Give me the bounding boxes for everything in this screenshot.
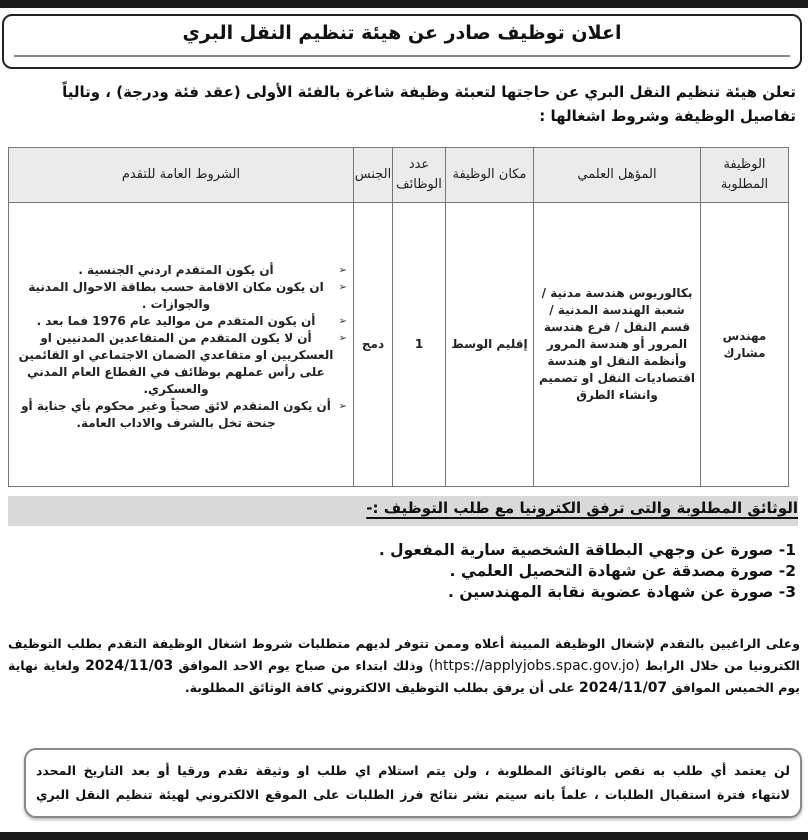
document-item: 2- صورة مصدقة عن شهادة التحصيل العلمي .	[449, 562, 796, 580]
cell-location: إقليم الوسط	[446, 203, 534, 487]
required-documents-heading: الوثائق المطلوبة والتى ترفق الكترونيا مع طلب التوظيف :-	[366, 499, 798, 517]
notice-line-1: لن يعتمد أي طلب به نقص بالوثائق المطلوبة ، ولن يتم استلام اي طلب او وثيقة تقدم ورقيا أو بعد التاريخ المحدد	[36, 763, 790, 778]
cell-gender: دمج	[354, 203, 393, 487]
condition-item: ➢ أن يكون المتقدم من مواليد عام 1976 فما بعد .	[36, 313, 347, 328]
cell-count: 1	[393, 203, 446, 487]
application-text-4: على أن يرفق بطلب التوظيف الالكتروني كافة الوثائق المطلوبة.	[184, 680, 575, 695]
announcement-title-box	[2, 14, 802, 69]
start-date: 2024/11/03	[85, 658, 174, 674]
application-text-3: ولغاية نهاية يوم الخميس الموافق	[8, 658, 800, 695]
job-table	[8, 147, 789, 487]
application-instructions	[8, 633, 800, 699]
intro-paragraph: تعلن هيئة تنظيم النقل البري عن حاجتها لتعبئة وظيفة شاغرة بالفئة الأولى (عقد فئة ودرجة) ، وتالياً تفاصيل الوظيفة وشروط اشغالها :	[62, 83, 796, 125]
required-documents-heading-bar	[8, 496, 798, 526]
arrow-bullet-icon: ➢	[338, 400, 347, 412]
table-row	[9, 203, 789, 487]
application-text-2: وذلك ابتداء من صباح يوم الاحد الموافق	[178, 658, 424, 673]
title-underline	[14, 55, 790, 57]
notice-line-2: لانتهاء فترة استقبال الطلبات ، علماً بانه سيتم نشر نتائج فرز الطلبات على الموقع الالكتروني لهيئة تنظيم النقل البري	[36, 787, 790, 802]
arrow-bullet-icon: ➢	[338, 264, 347, 276]
condition-item: ➢ أن يكون المتقدم لائق صحياً وغير محكوم بأي جناية أو جنحة تخل بالشرف والاداب العامة.	[21, 398, 347, 430]
header-location: مكان الوظيفة	[446, 148, 534, 203]
header-gender: الجنس	[354, 148, 393, 203]
cell-conditions	[9, 203, 354, 487]
document-item: 3- صورة عن شهادة عضوية نقابة المهندسين .	[448, 583, 796, 601]
top-border-bar	[0, 0, 808, 8]
arrow-bullet-icon: ➢	[338, 315, 347, 327]
cell-qualification: بكالوريوس هندسة مدنية / شعبة الهندسة المدنية / قسم النقل / فرع هندسة المرور أو هندسة المرور وأنظمة النقل او هندسة اقتصاديات النقل او تصميم وانشاء الطرق	[534, 203, 701, 487]
application-text-1: وعلى الراغبين بالتقدم لإشغال الوظيفة المبينة أعلاه وممن تتوفر لديهم متطلبات شروط اشغال الوظيفة التقدم بطلب التوظيف الكترونيا من خلال الرابط	[8, 636, 800, 673]
header-qualification: المؤهل العلمي	[534, 148, 701, 203]
announcement-title: اعلان توظيف صادر عن هيئة تنظيم النقل البري	[182, 22, 622, 44]
document-item: 1- صورة عن وجهي البطاقة الشخصية سارية المفعول .	[378, 541, 796, 559]
arrow-bullet-icon: ➢	[338, 332, 347, 344]
required-documents-list	[196, 540, 796, 603]
cell-job: مهندس مشارك	[701, 203, 789, 487]
condition-item: ➢ ان يكون مكان الاقامة حسب بطاقة الاحوال المدنية والجوازات .	[28, 279, 347, 311]
end-date: 2024/11/07	[579, 680, 668, 696]
table-header-row	[9, 148, 789, 203]
header-job: الوظيفة المطلوبة	[701, 148, 789, 203]
notice-box	[24, 748, 802, 818]
condition-item: ➢ أن لا يكون المتقدم من المتقاعدين المدنيين او العسكريين او متقاعدي الضمان الاجتماعي او القائمين على رأس عملهم بوظائف في القطاع العام المدني والعسكري.	[18, 330, 347, 396]
header-conditions: الشروط العامة للتقدم	[9, 148, 354, 203]
conditions-list	[17, 262, 347, 432]
bottom-border-bar	[0, 832, 808, 840]
arrow-bullet-icon: ➢	[338, 281, 347, 293]
condition-item: ➢ أن يكون المتقدم اردني الجنسية .	[78, 262, 347, 277]
application-link[interactable]: (https://applyjobs.spac.gov.jo)	[428, 658, 640, 674]
header-count: عدد الوظائف	[393, 148, 446, 203]
